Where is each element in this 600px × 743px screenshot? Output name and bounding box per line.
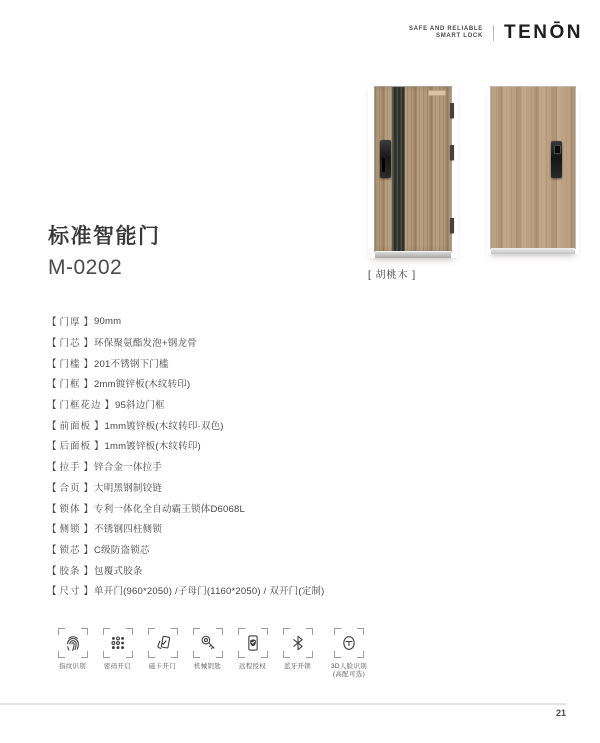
- face-id-icon: [334, 628, 364, 658]
- tagline-line2: SMART LOCK: [436, 33, 483, 39]
- spec-value: 2mm镀锌板(木纹转印): [94, 379, 191, 391]
- footer-rule: [0, 703, 566, 705]
- page-number: 21: [555, 708, 566, 718]
- spec-row-frame-edge: [47, 394, 324, 415]
- bracket: 【: [47, 317, 57, 329]
- door-hinge: [450, 145, 454, 160]
- door-sill: [491, 248, 575, 254]
- brand-logo: TENŌN: [504, 22, 583, 43]
- spec-label: 门槛: [59, 358, 81, 370]
- bracket: 【: [47, 441, 57, 453]
- bluetooth-icon: [283, 628, 313, 658]
- smart-lock-front: [380, 140, 391, 178]
- spec-label: 前面板: [59, 420, 92, 432]
- spec-row-dimensions: [47, 580, 324, 601]
- spec-label: 锁体: [59, 503, 81, 515]
- page-header: [409, 22, 583, 44]
- spec-label: 拉手: [59, 462, 81, 474]
- bracket: 【: [47, 524, 57, 536]
- feature-label: 磁卡开门: [148, 663, 177, 670]
- door-sill: [375, 251, 451, 258]
- door-brand-plate: [428, 90, 446, 96]
- feature-icon-row: [50, 628, 378, 679]
- feature-passcode: [95, 628, 140, 679]
- spec-label: 锁芯: [59, 544, 81, 556]
- title-block: [48, 220, 161, 280]
- spec-list: [47, 311, 324, 601]
- brand-tagline: [409, 26, 483, 40]
- spec-value: 不锈钢四柱侧锁: [94, 524, 162, 536]
- key-icon: [193, 628, 223, 658]
- door-back-leaf: [491, 87, 575, 248]
- smart-lock-back: [551, 141, 562, 178]
- bracket: 】: [83, 317, 94, 329]
- bracket: 】: [83, 565, 94, 577]
- feature-label: 密码开启: [103, 663, 132, 670]
- bracket: 】: [104, 400, 115, 412]
- spec-row-back-panel: [47, 435, 324, 456]
- feature-face-id: [320, 628, 378, 679]
- feature-remote: [230, 628, 275, 679]
- spec-row-hinge: [47, 477, 324, 498]
- spec-label: 门框: [59, 379, 81, 391]
- fingerprint-icon: [58, 628, 88, 658]
- feature-label: 蓝牙开锁: [283, 663, 312, 670]
- bracket: 】: [83, 462, 94, 474]
- feature-key: [185, 628, 230, 679]
- spec-value: 201不锈钢下门槛: [94, 358, 169, 370]
- bracket: 】: [94, 420, 104, 432]
- spec-row-lock-cylinder: [47, 539, 324, 560]
- bracket: 【: [47, 565, 57, 577]
- spec-label: 门芯: [59, 338, 81, 350]
- bracket: 【: [47, 338, 57, 350]
- spec-row-lock-body: [47, 497, 324, 518]
- spec-value: 大明黑钢制铰链: [94, 482, 162, 494]
- bracket: 】: [83, 503, 94, 515]
- spec-label: 胶条: [59, 565, 81, 577]
- bracket: 【: [47, 482, 57, 494]
- spec-value: 环保聚氨酯发泡+钢龙骨: [94, 338, 197, 350]
- spec-row-threshold: [47, 352, 324, 373]
- spec-label: 侧锁: [59, 524, 81, 536]
- keypad-icon: [103, 628, 133, 658]
- spec-row-door-core: [47, 332, 324, 353]
- bracket: 【: [47, 400, 57, 412]
- feature-label: 机械钥匙: [193, 663, 222, 670]
- feature-label: 远程授权: [238, 663, 267, 670]
- spec-value: 90mm: [94, 315, 122, 327]
- product-title: 标准智能门: [48, 225, 161, 248]
- bracket: 【: [47, 420, 57, 432]
- door-front-stripe-panel: [392, 87, 405, 251]
- bracket: 】: [83, 379, 94, 391]
- spec-label: 后面板: [59, 441, 92, 453]
- tagline-line1: SAFE AND RELIABLE: [408, 26, 483, 32]
- bracket: 】: [83, 358, 94, 370]
- bracket: 】: [94, 441, 104, 453]
- spec-value: 锌合金一体拉手: [94, 462, 162, 474]
- product-model: M-0202: [48, 256, 123, 279]
- remote-phone-icon: [238, 628, 268, 658]
- spec-label: 门框花边: [59, 400, 102, 412]
- spec-value: C级防盗锁芯: [94, 544, 150, 556]
- bracket: 】: [83, 338, 94, 350]
- feature-note: (高配可选): [332, 671, 366, 678]
- feature-fingerprint: [50, 628, 95, 679]
- feature-card: [140, 628, 185, 679]
- spec-row-handle: [47, 456, 324, 477]
- door-hinge: [450, 103, 454, 118]
- card-icon: [148, 628, 178, 658]
- spec-row-side-lock: [47, 518, 324, 539]
- bracket: 】: [83, 586, 94, 598]
- spec-row-front-panel: [47, 414, 324, 435]
- bracket: 【: [47, 379, 57, 391]
- bracket: 【: [47, 503, 57, 515]
- bracket: 【: [47, 544, 57, 556]
- spec-row-door-frame: [47, 373, 324, 394]
- bracket: 】: [83, 524, 94, 536]
- bracket: 【: [47, 358, 57, 370]
- door-front-image: [368, 80, 458, 258]
- spec-value: 1mm镀锌板(木纹转印·双色): [104, 420, 224, 432]
- feature-bluetooth: [275, 628, 320, 679]
- spec-label: 合页: [59, 482, 81, 494]
- door-hinge: [450, 218, 454, 233]
- spec-value: 包覆式胶条: [94, 565, 143, 577]
- door-back-image: [487, 83, 579, 254]
- spec-row-door-thickness: [47, 311, 324, 332]
- spec-row-seal-strip: [47, 559, 324, 580]
- spec-value: 95斜边门框: [115, 400, 165, 412]
- bracket: 【: [47, 586, 57, 598]
- spec-value: 专利一体化全自动霸王锁体D6068L: [94, 503, 245, 515]
- feature-label: 3D人脸识别: [330, 663, 368, 670]
- header-divider: [493, 25, 494, 41]
- bracket: 】: [83, 482, 94, 494]
- door-front-leaf: [375, 87, 451, 251]
- wood-material-label: [ 胡桃木 ]: [368, 270, 417, 281]
- bracket: 【: [47, 462, 57, 474]
- spec-label: 门厚: [59, 317, 81, 329]
- spec-label: 尺寸: [59, 586, 81, 598]
- feature-label: 指纹识别: [58, 663, 87, 670]
- spec-value: 单开门(960*2050) /子母门(1160*2050) / 双开门(定制): [94, 586, 325, 598]
- bracket: 】: [83, 544, 94, 556]
- spec-value: 1mm镀锌板(木纹转印): [104, 441, 201, 453]
